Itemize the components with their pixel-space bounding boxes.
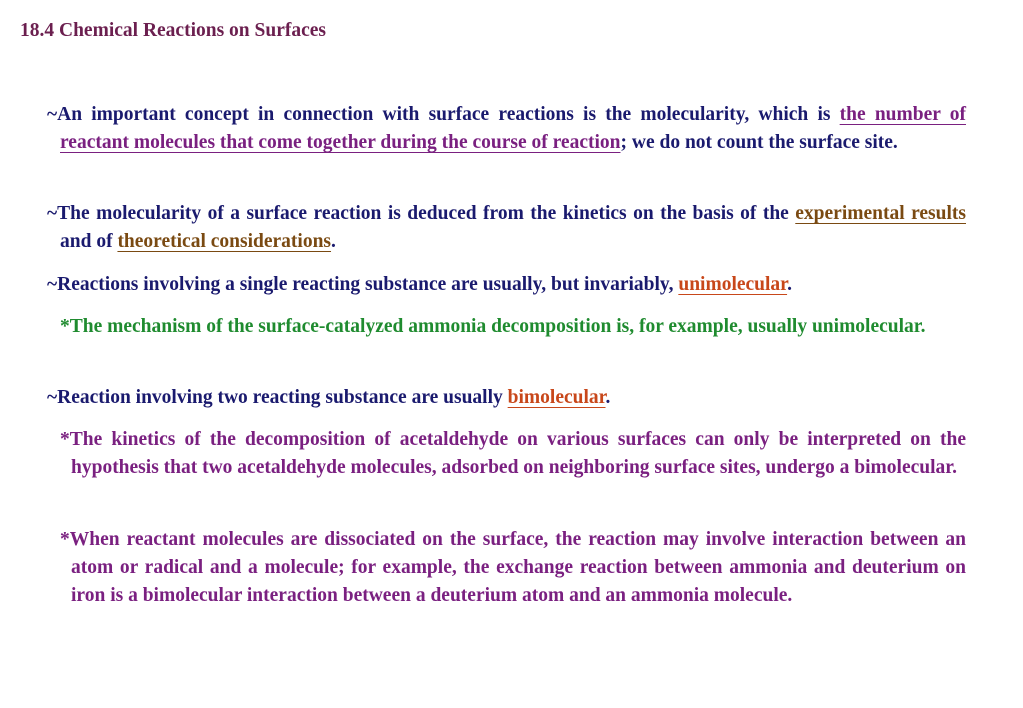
p2-highlight-experimental: experimental results bbox=[795, 203, 966, 224]
p5-tail: . bbox=[605, 387, 611, 408]
p1-lead: ~An important concept in connection with surface reactions is the molecularity, which is bbox=[47, 104, 840, 125]
p1-highlight: the number of reactant molecules that come together during the course of reaction bbox=[60, 104, 966, 153]
p5-highlight-bimolecular: bimolecular bbox=[507, 387, 606, 408]
paragraph-unimolecular bbox=[47, 271, 966, 299]
p2-highlight-theoretical: theoretical considerations bbox=[117, 231, 332, 252]
paragraph-acetaldehyde-example: *The kinetics of the decomposition of acetaldehyde on various surfaces can only be interpreted on the hypothesis that two acetaldehyde molecules, adsorbed on neighboring surface sites, undergo a bimolecular. bbox=[60, 429, 966, 478]
paragraph-bimolecular bbox=[47, 384, 966, 412]
p1-tail: ; we do not count the surface site. bbox=[620, 132, 898, 153]
p2-mid: and of bbox=[60, 231, 118, 252]
p5-lead: ~Reaction involving two reacting substance are usually bbox=[47, 387, 508, 408]
p3-highlight-unimolecular: unimolecular bbox=[678, 274, 788, 295]
p2-tail: . bbox=[331, 231, 336, 252]
paragraph-deuterium-example: *When reactant molecules are dissociated on the surface, the reaction may involve interaction between an atom or radical and a molecule; for example, the exchange reaction between ammonia and deuterium on iron is a bimolecular interaction between a deuterium atom and an ammonia molecule. bbox=[60, 529, 966, 606]
paragraph-ammonia-example: *The mechanism of the surface-catalyzed ammonia decomposition is, for example, usually unimolecular. bbox=[60, 316, 926, 337]
p3-tail: . bbox=[787, 274, 792, 295]
p3-lead: ~Reactions involving a single reacting substance are usually, but invariably, bbox=[47, 274, 679, 295]
p2-lead: ~The molecularity of a surface reaction is deduced from the kinetics on the basis of the bbox=[47, 203, 796, 224]
slide-title: 18.4 Chemical Reactions on Surfaces bbox=[20, 20, 327, 41]
paragraph-molecularity-concept bbox=[47, 101, 966, 157]
paragraph-molecularity-deduction bbox=[47, 200, 966, 256]
